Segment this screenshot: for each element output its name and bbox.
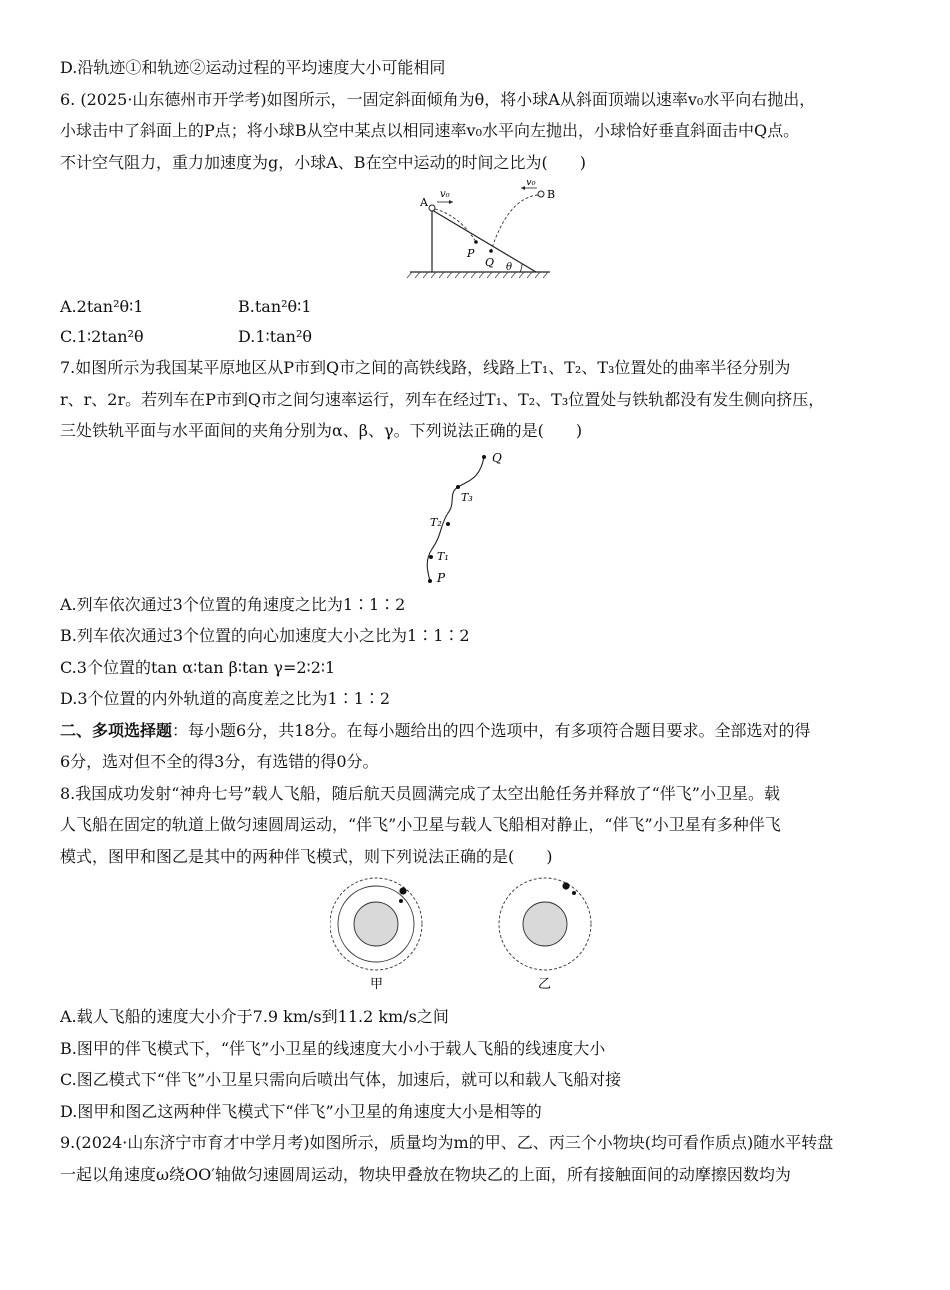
label-ball-a: A — [420, 196, 428, 209]
point-p — [474, 240, 478, 244]
orbit-figure-yi — [499, 878, 591, 992]
q6-incline-diagram — [390, 180, 560, 290]
q7-option-b: B.列车依次通过3个位置的向心加速度大小之比为1∶1∶2 — [60, 626, 470, 645]
point-p — [428, 579, 432, 583]
q8-orbit-diagram — [330, 874, 620, 999]
label-t2: T₂ — [430, 515, 442, 529]
q8-figure — [60, 874, 890, 999]
q7-option-d: D.3个位置的内外轨道的高度差之比为1∶1∶2 — [60, 689, 391, 708]
q6-stem-line-1: 6. (2025·山东德州市开学考)如图所示，一固定斜面倾角为θ，将小球A从斜面顶端以速率v₀水平向右抛出， — [60, 89, 816, 109]
point-t1 — [429, 555, 433, 559]
label-t3: T₃ — [461, 490, 473, 504]
ball-a — [429, 205, 435, 211]
q7-railway-diagram — [410, 449, 540, 587]
label-v0-b: v₀ — [526, 180, 536, 188]
point-t2 — [446, 522, 450, 526]
label-jia: 甲 — [370, 977, 384, 992]
document-page — [60, 52, 890, 1190]
label-q: Q — [485, 256, 495, 269]
q8-stem-line-2: 人飞船在固定的轨道上做匀速圆周运动，“伴飞”小卫星与载人飞船相对静止，“伴飞”小卫星有多种伴飞 — [60, 815, 781, 834]
label-t1: T₁ — [437, 549, 449, 563]
q7-stem-line-3: 三处铁轨平面与水平面间的夹角分别为α、β、γ。下列说法正确的是( ) — [60, 421, 583, 440]
q6-figure — [60, 180, 890, 290]
q6-stem-line-3: 不计空气阻力，重力加速度为g，小球A、B在空中运动的时间之比为( ) — [60, 152, 587, 172]
q8-stem-line-3: 模式，图甲和图乙是其中的两种伴飞模式，则下列说法正确的是( ) — [60, 846, 553, 866]
label-p: P — [437, 570, 446, 585]
q9-stem-line-1: 9.(2024·山东济宁市育才中学月考)如图所示，质量均为m的甲、乙、丙三个小物块(均可看作质点)随水平转盘 — [60, 1133, 834, 1152]
label-theta: θ — [506, 262, 513, 273]
q8-option-c: C.图乙模式下“伴飞”小卫星只需向后喷出气体，加速后，就可以和载人飞船对接 — [60, 1070, 622, 1089]
q5-option-d: D.沿轨迹①和轨迹②运动过程的平均速度大小可能相同 — [60, 58, 446, 77]
section-2-heading — [60, 715, 890, 747]
section-2-desc-2: 6分，选对但不全的得3分，有选错的得0分。 — [60, 752, 379, 771]
label-yi: 乙 — [538, 977, 552, 992]
earth-jia — [354, 902, 398, 946]
section-2-desc-1: ：每小题6分，共18分。在每小题给出的四个选项中，有多项符合题目要求。全部选对的得 — [172, 720, 811, 740]
q7-figure — [60, 449, 890, 587]
point-q — [482, 455, 486, 459]
earth-yi — [523, 902, 567, 946]
q7-stem-line-2: r、r、2r。若列车在P市到Q市之间匀速率运行，列车在经过T₁、T₂、T₃位置处与铁轨都没有发生侧向挤压， — [60, 389, 825, 409]
q8-stem-line-1: 8.我国成功发射“神舟七号”载人飞船，随后航天员圆满完成了太空出舱任务并释放了“伴飞”小卫星。载 — [60, 783, 780, 803]
section-2-title: 二、多项选择题 — [60, 720, 173, 740]
q6-option-c: C.1∶2tan²θ — [60, 327, 144, 346]
q8-option-d: D.图甲和图乙这两种伴飞模式下“伴飞”小卫星的角速度大小是相等的 — [60, 1101, 542, 1121]
q7-stem-line-1: 7.如图所示为我国某平原地区从P市到Q市之间的高铁线路，线路上T₁、T₂、T₃位置处的曲率半径分别为 — [60, 358, 791, 377]
q8-option-a: A.载人飞船的速度大小介于7.9 km/s到11.2 km/s之间 — [60, 1007, 449, 1026]
q8-option-b: B.图甲的伴飞模式下，“伴飞”小卫星的线速度大小小于载人飞船的线速度大小 — [60, 1038, 606, 1058]
q6-option-d: D.1∶tan²θ — [238, 327, 313, 346]
label-p: P — [467, 247, 475, 260]
q7-option-a: A.列车依次通过3个位置的角速度之比为1∶1∶2 — [60, 594, 406, 614]
q6-stem-line-2: 小球击中了斜面上的P点；将小球B从空中某点以相同速率v₀水平向左抛出，小球恰好垂直斜面击中Q点。 — [60, 121, 800, 140]
point-t3 — [456, 485, 460, 489]
label-ball-b: B — [547, 188, 556, 201]
q6-option-b: B.tan²θ∶1 — [238, 297, 312, 316]
spacecraft-yi — [562, 882, 569, 889]
spacecraft-jia — [399, 887, 406, 894]
label-q: Q — [492, 450, 502, 465]
q9-stem-line-2: 一起以角速度ω绕OO′轴做匀速圆周运动，物块甲叠放在物块乙的上面，所有接触面间的动摩擦因数均为 — [60, 1164, 791, 1184]
satellite-jia — [399, 899, 403, 903]
q7-option-c: C.3个位置的tan α∶tan β∶tan γ=2∶2∶1 — [60, 657, 336, 677]
orbit-figure-jia — [330, 878, 422, 992]
ball-b — [538, 191, 544, 197]
q6-option-a: A.2tan²θ∶1 — [60, 297, 144, 316]
label-v0-a: v₀ — [440, 189, 450, 200]
point-q — [489, 249, 493, 253]
satellite-yi — [572, 891, 576, 895]
